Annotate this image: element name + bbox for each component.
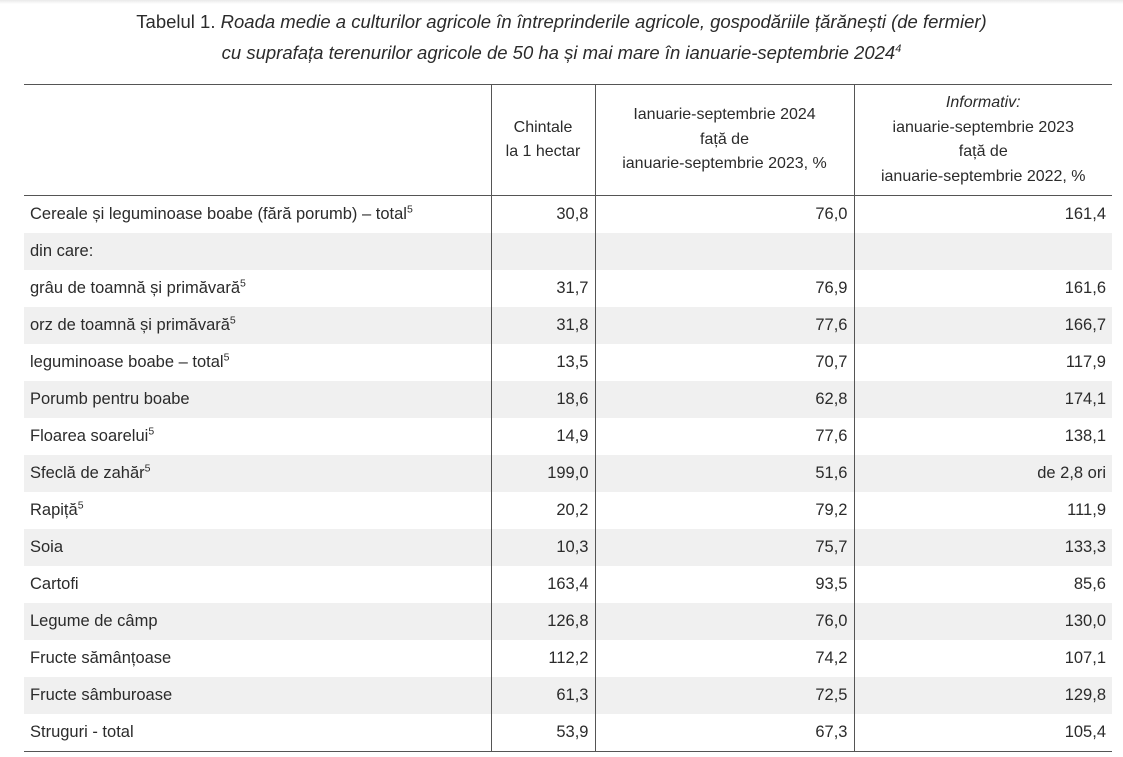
change-2024-value: 76,0 [595,196,854,234]
change-2024-value: 72,5 [595,677,854,714]
crop-label: Sfeclă de zahăr [30,464,145,482]
change-2023-value: 111,9 [854,492,1112,529]
change-2023-value: 138,1 [854,418,1112,455]
crop-name [24,677,491,714]
crop-label: Legume de câmp [30,612,158,630]
crop-label: Cereale și leguminoase boabe (fără porumb) – total [30,205,407,223]
change-2024-value: 76,0 [595,603,854,640]
title-text-line-2: cu suprafața terenurilor agricole de 50 ha și mai mare în ianuarie-septembrie 2024 [221,42,896,63]
title-footnote-ref: 4 [895,42,902,55]
table-row [24,640,1112,677]
yield-value: 126,8 [491,603,595,640]
footnote-ref: 5 [223,351,230,364]
header-col3-line3: față de [958,143,1008,160]
crop-name [24,492,491,529]
crop-name [24,714,491,752]
footnote-ref: 5 [240,277,246,290]
header-col3-line2: ianuarie-septembrie 2023 [892,118,1074,136]
crop-label: Cartofi [30,575,79,593]
table-row [24,344,1112,381]
footnote-ref: 5 [144,462,151,475]
change-2023-value [854,233,1112,270]
table-row [24,418,1112,455]
table-row [24,270,1112,307]
yield-value: 30,8 [491,196,595,234]
table-row [24,196,1112,234]
table-title [0,6,1123,68]
yield-value: 112,2 [491,640,595,677]
header-col3-line4: ianuarie-septembrie 2022, % [880,167,1086,185]
yield-value: 53,9 [491,714,595,752]
table-body [24,196,1112,752]
yield-value [491,233,595,270]
yield-value: 10,3 [491,529,595,566]
crop-label: Struguri - total [30,723,134,741]
crop-name [24,566,491,603]
footnote-ref: 5 [77,499,84,512]
change-2023-value: 174,1 [854,381,1112,418]
crop-name [24,344,491,381]
header-col2-line1: Ianuarie-septembrie 2024 [633,106,816,124]
footnote-ref: 5 [148,425,155,438]
table-row [24,307,1112,344]
header-col3-line1: Informativ: [945,94,1021,111]
yield-value: 18,6 [491,381,595,418]
change-2023-value: 166,7 [854,307,1112,344]
table-row [24,233,1112,270]
yield-table [24,84,1112,752]
yield-value: 14,9 [491,418,595,455]
change-2023-value: 130,0 [854,603,1112,640]
table-row [24,455,1112,492]
yield-value: 199,0 [491,455,595,492]
table-row [24,381,1112,418]
change-2023-value: 161,6 [854,270,1112,307]
change-2024-value: 77,6 [595,418,854,455]
change-2023-value: 161,4 [854,196,1112,234]
change-2023-value: de 2,8 ori [854,455,1112,492]
crop-label: din care: [30,242,94,260]
table-row [24,677,1112,714]
footnote-ref: 5 [406,203,413,216]
change-2024-value: 76,9 [595,270,854,307]
change-2024-value: 79,2 [595,492,854,529]
change-2024-value: 67,3 [595,714,854,752]
title-line-1 [0,6,1123,37]
crop-label: grâu de toamnă și primăvară [30,279,241,297]
change-2023-value: 107,1 [854,640,1112,677]
yield-value: 163,4 [491,566,595,603]
crop-label: Soia [30,538,64,556]
crop-name [24,529,491,566]
title-line-2 [0,37,1123,68]
header-informative-2023-vs-2022 [854,85,1112,196]
change-2023-value: 117,9 [854,344,1112,381]
table-row [24,529,1112,566]
change-2023-value: 105,4 [854,714,1112,752]
yield-value: 13,5 [491,344,595,381]
change-2024-value: 70,7 [595,344,854,381]
crop-name [24,640,491,677]
change-2023-value: 129,8 [854,677,1112,714]
title-prefix: Tabelul 1. [136,11,216,32]
crop-label: Porumb pentru boabe [30,390,190,408]
table-row [24,714,1112,752]
change-2024-value: 93,5 [595,566,854,603]
yield-value: 31,8 [491,307,595,344]
header-col1-line2: la 1 hectar [505,143,581,160]
crop-label: Fructe sămânțoase [30,649,172,667]
crop-name [24,455,491,492]
change-2024-value: 62,8 [595,381,854,418]
change-2024-value: 77,6 [595,307,854,344]
change-2024-value [595,233,854,270]
crop-name [24,233,491,270]
crop-name [24,603,491,640]
crop-name [24,196,491,234]
crop-name [24,381,491,418]
yield-value: 31,7 [491,270,595,307]
table-row [24,566,1112,603]
header-col1-line1: Chintale [513,118,573,136]
header-col2-line3: ianuarie-septembrie 2023, % [622,155,827,173]
crop-name [24,270,491,307]
crop-label: Floarea soarelui [30,427,149,445]
header-quintals-per-hectare [491,85,595,196]
change-2023-value: 85,6 [854,566,1112,603]
yield-value: 61,3 [491,677,595,714]
crop-label: orz de toamnă și primăvară [30,316,230,334]
crop-label: Fructe sâmburoase [30,686,173,704]
footnote-ref: 5 [229,314,236,327]
top-shadow-bar [0,0,1123,4]
change-2024-value: 74,2 [595,640,854,677]
change-2024-value: 75,7 [595,529,854,566]
table-row [24,603,1112,640]
yield-value: 20,2 [491,492,595,529]
change-2024-value: 51,6 [595,455,854,492]
header-2024-vs-2023 [595,85,854,196]
header-col2-line2: față de [700,130,749,148]
crop-name [24,307,491,344]
header-crop [24,85,491,196]
crop-label: Rapiță [30,501,78,519]
crop-label: leguminoase boabe – total [30,353,224,371]
header-row [24,85,1112,196]
change-2023-value: 133,3 [854,529,1112,566]
table-row [24,492,1112,529]
crop-name [24,418,491,455]
title-text-line-1: Roada medie a culturilor agricole în întreprinderile agricole, gospodăriile țărănești (de fermier) [220,11,987,32]
